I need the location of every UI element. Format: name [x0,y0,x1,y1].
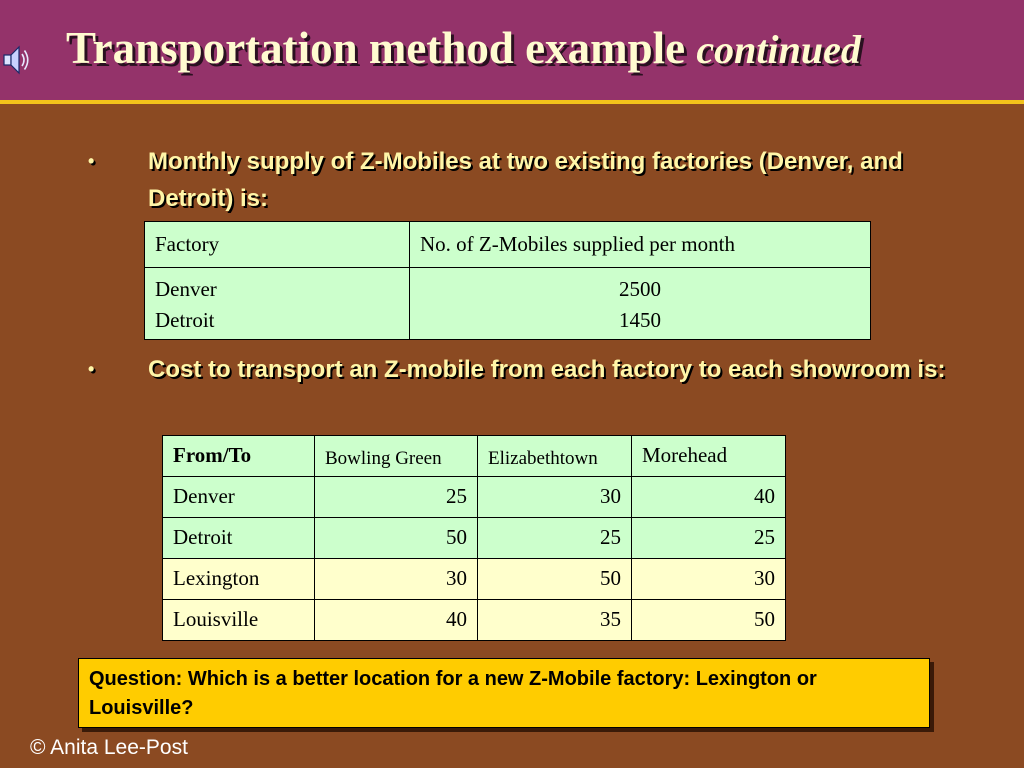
cost-cell: 30 [632,559,786,600]
title-subtitle: continued [696,27,861,72]
title-rule [0,100,1024,104]
row-label: Detroit [163,518,315,559]
header-supply: No. of Z-Mobiles supplied per month [410,222,871,268]
table-row [163,600,786,641]
table-row [145,268,871,340]
title-main: Transportation method example [66,23,686,73]
cost-cell: 50 [478,559,632,600]
table-row [163,518,786,559]
cost-cell: 30 [315,559,478,600]
supply-table [144,221,871,340]
cost-cell: 50 [315,518,478,559]
row-label: Denver [163,477,315,518]
row-label: Louisville [163,600,315,641]
table-row [163,477,786,518]
bullet-text: Cost to transport an Z-mobile from each factory to each showroom is: [148,356,946,383]
table-header-row [163,436,786,477]
cost-cell: 35 [478,600,632,641]
cost-cell: 50 [632,600,786,641]
bullet-text: Monthly supply of Z-Mobiles at two existing factories (Denver, and Detroit) is: [148,148,903,212]
cost-cell: 25 [478,518,632,559]
cell-factories: Denver Detroit [145,268,410,340]
table-header-row [145,222,871,268]
page-title [66,22,861,74]
cell-supplies: 2500 1450 [410,268,871,340]
header-morehead: Morehead [632,436,786,477]
header-from-to: From/To [163,436,315,477]
cost-cell: 30 [478,477,632,518]
header-factory: Factory [145,222,410,268]
bullet-dot: • [88,151,95,171]
cost-cell: 40 [315,600,478,641]
header-elizabethtown: Elizabethtown [478,436,632,477]
cost-table [162,435,786,641]
question-box: Question: Which is a better location for a new Z-Mobile factory: Lexington or Louisville? [78,658,930,728]
speaker-icon[interactable] [2,42,32,78]
copyright-footer: © Anita Lee-Post [30,736,188,759]
row-label: Lexington [163,559,315,600]
bullet-dot: • [88,359,95,379]
cost-cell: 25 [315,477,478,518]
cost-cell: 25 [632,518,786,559]
table-row [163,559,786,600]
cost-cell: 40 [632,477,786,518]
header-bowling-green: Bowling Green [315,436,478,477]
